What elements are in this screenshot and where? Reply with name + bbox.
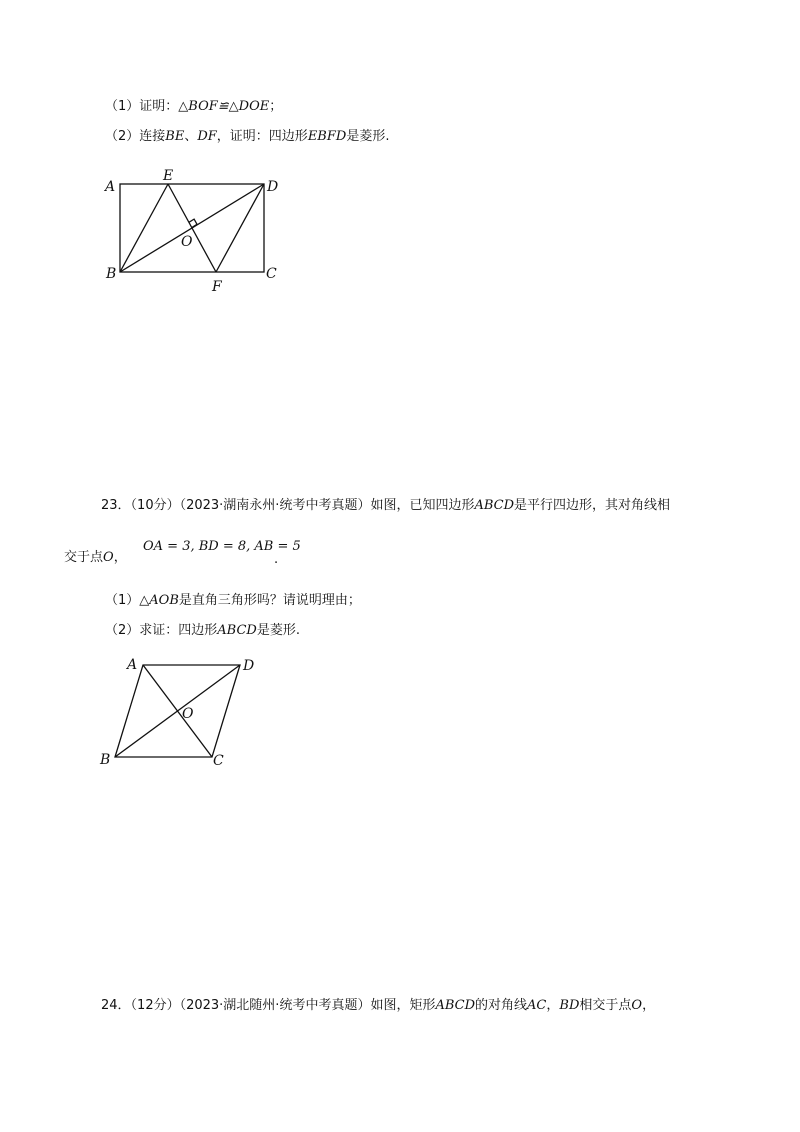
q24-source: （2023·湖北随州·统考中考真题）: [179, 998, 371, 1013]
q22-label-b: B: [106, 266, 117, 282]
q23-part2-suffix: 是菱形.: [256, 623, 300, 638]
q23-given-period: .: [274, 552, 279, 567]
q22-part1-suffix: ；: [269, 99, 283, 114]
q22-label-e: E: [163, 168, 174, 184]
q22-part2-sep: 、: [184, 129, 198, 144]
q22-part2-quad: EBFD: [307, 129, 347, 144]
q22-label-o: O: [181, 234, 193, 250]
q24-stem-o: O: [631, 998, 643, 1013]
q23-diagonal-bd: [115, 665, 240, 757]
q23-stem-a: 如图，已知四边形: [370, 498, 475, 513]
q23-label-b: B: [100, 752, 111, 768]
q23-part1-math: △AOB: [139, 593, 179, 608]
q24-number: 24．: [101, 998, 131, 1013]
q22-label-d: D: [267, 179, 279, 195]
q24-score: （12分）: [130, 998, 180, 1013]
q23-stem-b: 是平行四边形，其对角线相: [514, 498, 671, 513]
q23-source: （2023·湖南永州·统考中考真题）: [179, 498, 371, 513]
q24-stem-a: 如图，矩形: [370, 998, 436, 1013]
q23-label-c: C: [213, 753, 224, 769]
q23-label-d: D: [243, 658, 255, 674]
q22-label-f: F: [212, 279, 222, 295]
q24-stem-b: 的对角线: [475, 998, 528, 1013]
q24-stem-line1: [101, 997, 655, 1015]
q22-part1-math: △BOF≌△DOE: [178, 99, 270, 114]
q23-part2-prefix: （2）求证：四边形: [105, 623, 218, 638]
q22-part2-mid: ，证明：四边形: [216, 129, 308, 144]
q22-label-a: A: [105, 179, 116, 195]
q22-part2-prefix: （2）连接: [105, 129, 166, 144]
q24-stem-e: ，: [642, 998, 656, 1013]
q23-stem-o: O: [103, 550, 114, 565]
q23-part1-suffix: 是直角三角形吗？请说明理由；: [178, 593, 361, 608]
q22-label-c: C: [266, 266, 277, 282]
q24-stem-d: 相交于点: [579, 998, 632, 1013]
q23-stem-quad: ABCD: [474, 498, 515, 513]
q23-stem-c: 交于点: [64, 550, 104, 565]
q24-stem-c: ，: [546, 998, 560, 1013]
q23-stem-comma: ，: [113, 550, 127, 565]
q24-stem-bd: BD: [559, 998, 580, 1013]
q23-number: 23．: [101, 498, 131, 513]
q22-part2-suffix: 是菱形.: [346, 129, 390, 144]
q22-part2-df: DF: [197, 129, 217, 144]
q24-stem-ac: AC: [527, 998, 547, 1013]
q23-part2-quad: ABCD: [217, 623, 257, 638]
q22-part1-prefix: （1）证明：: [105, 99, 179, 114]
q22-part2-be: BE: [165, 129, 185, 144]
q23-label-a: A: [127, 657, 138, 673]
q23-score: （10分）: [130, 498, 180, 513]
q23-part1-prefix: （1）: [105, 593, 140, 608]
q24-stem-quad: ABCD: [435, 998, 476, 1013]
q23-label-o: O: [182, 706, 194, 722]
q23-given-math: OA = 3, BD = 8, AB = 5: [143, 539, 301, 554]
